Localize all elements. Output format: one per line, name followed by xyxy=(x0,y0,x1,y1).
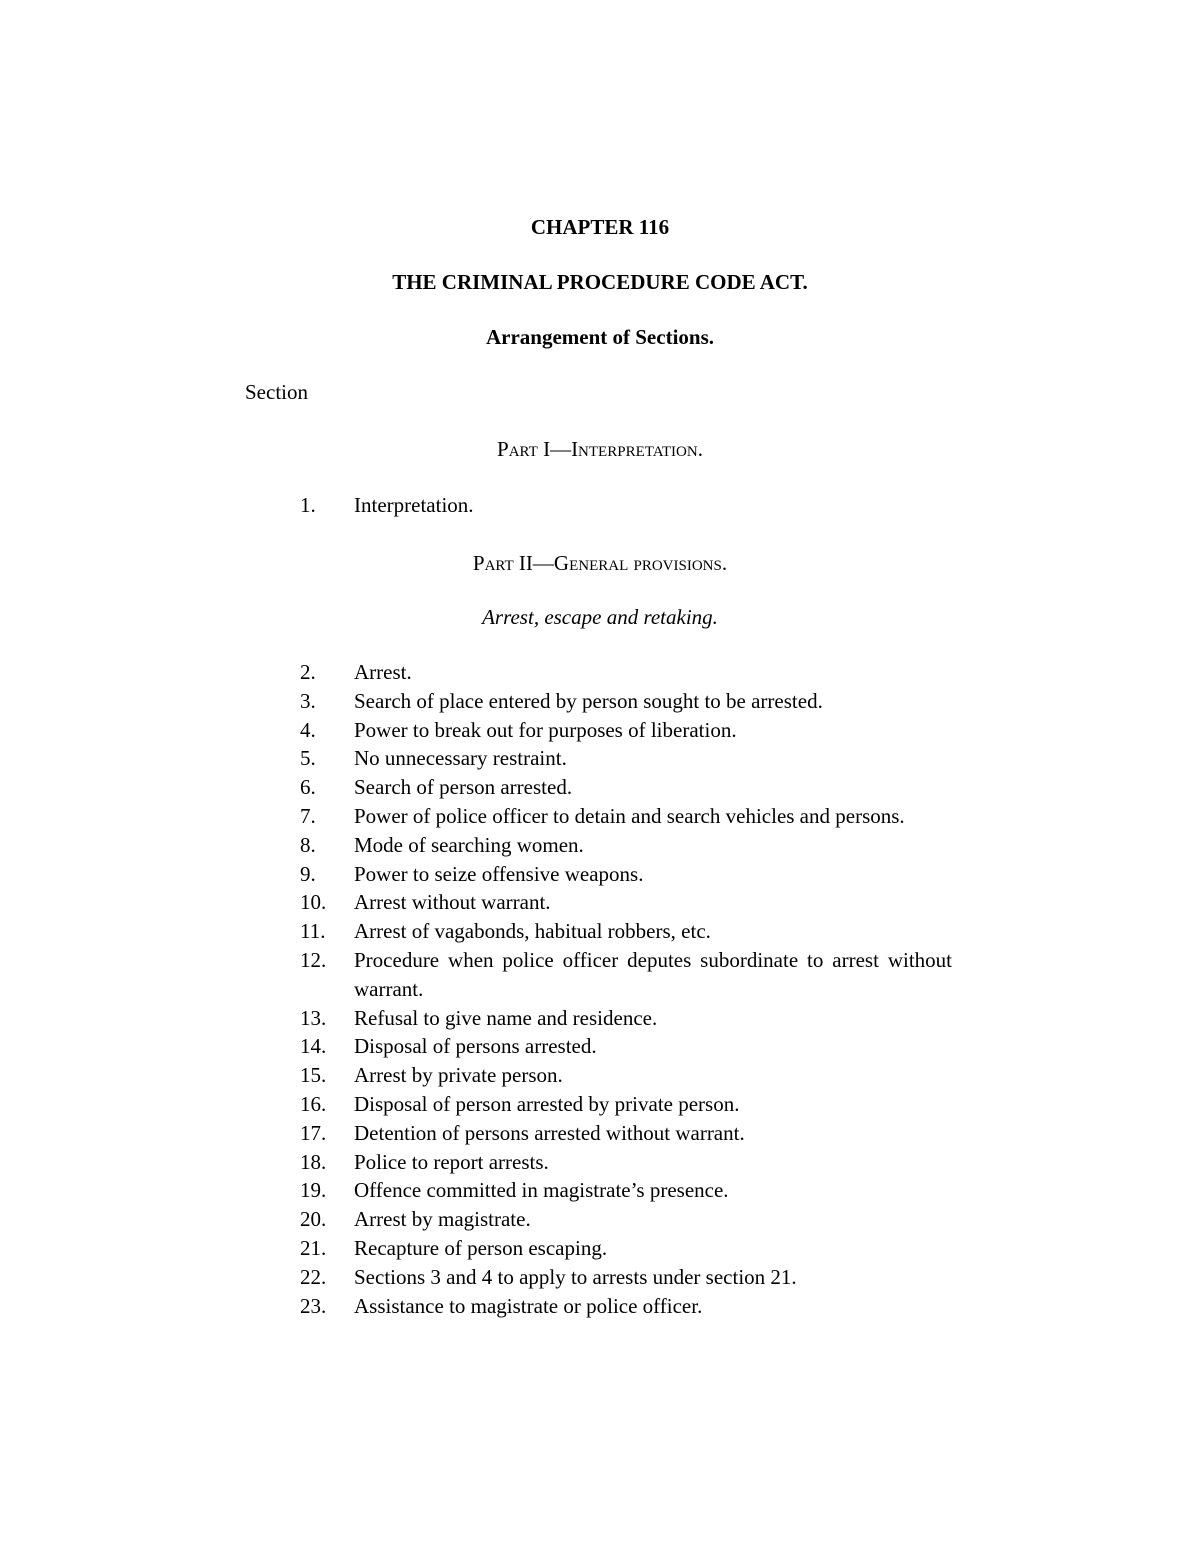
toc-entry-number: 1. xyxy=(300,493,316,517)
toc-entry-number: 19. xyxy=(300,1178,327,1203)
toc-entry xyxy=(300,946,952,1004)
toc-entry-text: Recapture of person escaping. xyxy=(354,1235,608,1260)
toc-entry-text: Arrest by private person. xyxy=(354,1063,563,1088)
toc-entry-text: Arrest by magistrate. xyxy=(354,1207,531,1232)
toc-entry-text: Interpretation. xyxy=(354,493,474,517)
toc-entry-number: 20. xyxy=(300,1207,327,1232)
toc-entry-text: Sections 3 and 4 to apply to arrests under section 21. xyxy=(354,1264,797,1289)
part-2-title: Part II—General provisions. xyxy=(472,551,728,575)
toc-entry xyxy=(300,888,952,917)
toc-entry-text: Disposal of person arrested by private person. xyxy=(354,1091,740,1116)
arrangement-heading: Arrangement of Sections. xyxy=(485,325,715,349)
toc-entry-text: Disposal of persons arrested. xyxy=(354,1034,597,1059)
toc-entry xyxy=(300,1119,952,1148)
toc-entry-number: 14. xyxy=(300,1034,327,1059)
toc-entry xyxy=(300,860,952,889)
toc-entry-number: 16. xyxy=(300,1091,327,1116)
toc-entry-text: Power of police officer to detain and search vehicles and persons. xyxy=(354,803,905,828)
act-title: THE CRIMINAL PROCEDURE CODE ACT. xyxy=(392,270,808,294)
toc-entry xyxy=(300,658,952,687)
toc-entry-number: 10. xyxy=(300,890,327,915)
toc-entry-text: Detention of persons arrested without warrant. xyxy=(354,1120,745,1145)
toc-entry xyxy=(300,1004,952,1033)
toc-entry-number: 18. xyxy=(300,1149,327,1174)
toc-entry xyxy=(300,1205,952,1234)
toc-entry xyxy=(300,1234,952,1263)
toc-entry-text: Refusal to give name and residence. xyxy=(354,1005,658,1030)
toc-entry-number: 8. xyxy=(300,832,316,857)
toc-entry xyxy=(300,716,952,745)
toc-entry-text: Police to report arrests. xyxy=(354,1149,549,1174)
toc-entry-text: Arrest. xyxy=(354,660,412,684)
toc-entry xyxy=(300,1090,952,1119)
toc-entry xyxy=(300,1292,952,1321)
toc-entry-text: No unnecessary restraint. xyxy=(354,746,567,771)
toc-entry-text: Assistance to magistrate or police officer. xyxy=(354,1293,703,1318)
part-1-list xyxy=(300,491,952,520)
toc-entry xyxy=(300,744,952,773)
toc-entry-number: 22. xyxy=(300,1264,327,1289)
toc-entry xyxy=(300,802,952,831)
toc-entry-number: 3. xyxy=(300,688,316,713)
toc-entry-text: Offence committed in magistrate’s presence. xyxy=(354,1178,729,1203)
toc-entry xyxy=(300,1263,952,1292)
toc-entry-text: Procedure when police officer deputes subordinate to arrest without warrant. xyxy=(354,947,952,1001)
toc-entry-number: 9. xyxy=(300,861,316,886)
toc-entry xyxy=(300,1176,952,1205)
toc-entry-number: 11. xyxy=(300,919,326,944)
toc-entry-number: 5. xyxy=(300,746,316,771)
toc-entry-text: Power to break out for purposes of liberation. xyxy=(354,717,737,742)
toc-entry xyxy=(300,1148,952,1177)
part-1-title: Part I—Interpretation. xyxy=(497,437,703,461)
toc-entry-text: Arrest of vagabonds, habitual robbers, etc. xyxy=(354,919,711,944)
toc-entry xyxy=(300,773,952,802)
toc-entry-text: Arrest without warrant. xyxy=(354,890,551,915)
toc-entry xyxy=(300,1032,952,1061)
part-2-list xyxy=(300,658,952,1320)
toc-entry xyxy=(300,917,952,946)
toc-entry-text: Power to seize offensive weapons. xyxy=(354,861,644,886)
toc-entry xyxy=(300,831,952,860)
toc-entry-number: 17. xyxy=(300,1120,327,1145)
toc-entry xyxy=(300,491,952,520)
part-2-subheading: Arrest, escape and retaking. xyxy=(482,605,718,629)
toc-entry-number: 12. xyxy=(300,947,327,972)
toc-entry-number: 13. xyxy=(300,1005,327,1030)
chapter-heading: CHAPTER 116 xyxy=(530,215,670,239)
toc-entry xyxy=(300,687,952,716)
toc-entry-text: Search of person arrested. xyxy=(354,775,573,800)
toc-entry-text: Mode of searching women. xyxy=(354,832,584,857)
toc-entry-number: 2. xyxy=(300,660,316,684)
toc-entry xyxy=(300,1061,952,1090)
toc-entry-number: 21. xyxy=(300,1235,327,1260)
toc-entry-number: 15. xyxy=(300,1063,327,1088)
section-column-label: Section xyxy=(245,380,308,404)
toc-entry-number: 7. xyxy=(300,803,316,828)
toc-entry-number: 4. xyxy=(300,717,316,742)
toc-entry-number: 6. xyxy=(300,775,316,800)
toc-entry-text: Search of place entered by person sought to be arrested. xyxy=(354,688,823,713)
toc-entry-number: 23. xyxy=(300,1293,327,1318)
